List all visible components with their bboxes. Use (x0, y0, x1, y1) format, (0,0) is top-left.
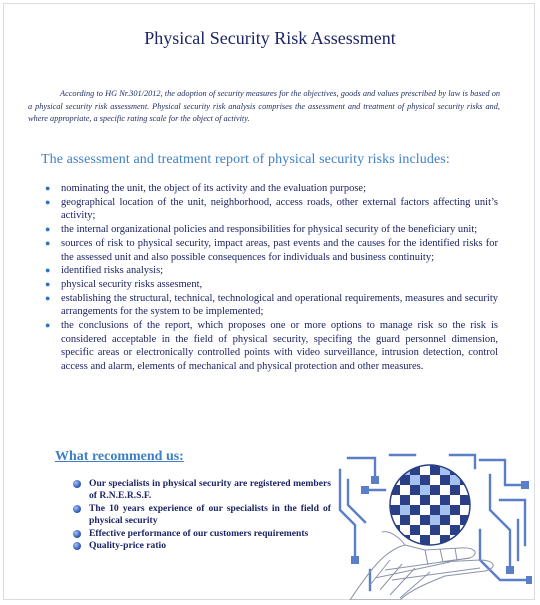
list-item (45, 278, 498, 292)
recommend-item-text: The 10 years experience of our specialists in the field of physical security (89, 502, 331, 527)
list-item (45, 264, 498, 278)
bullet-icon: ● (45, 292, 51, 303)
bullet-icon: ● (45, 265, 51, 276)
sphere-bullet-icon (73, 505, 81, 513)
report-list (45, 182, 498, 374)
recommend-item (73, 528, 331, 540)
list-item (45, 292, 498, 319)
list-item-text: identified risks analysis; (61, 265, 164, 277)
list-item-text: physical security risks assesment, (61, 278, 203, 290)
recommend-list (73, 478, 331, 552)
recommend-item-text: Our specialists in physical security are registered members of R.N.E.R.S.F. (89, 478, 331, 502)
recommend-item-text: Effective performance of our customers requirements (89, 527, 309, 539)
list-item-text: nominating the unit, the object of its activity and the evaluation purpose; (61, 183, 367, 194)
bullet-icon: ● (45, 183, 51, 193)
list-item-text: the conclusions of the report, which proposes one or more options to manage risk so the risk is considered acceptable in the field of physical security, specifing the guard personnel dimension, specific areas or electronically controlled points with video surveillance, intrusion detection, control access and alarm, elements of mechanical and physical protection and other measures. (61, 320, 498, 373)
list-item-text: establishing the structural, technical, technological and operational requirements, measures and security arrangements for the system to be implemented; (61, 292, 498, 318)
bullet-icon: ● (45, 237, 51, 248)
list-item-text: geographical location of the unit, neighborhood, access roads, other external factors affecting unit’s activity; (61, 196, 498, 222)
bullet-icon: ● (45, 278, 51, 289)
page-title: Physical Security Risk Assessment (144, 28, 396, 48)
recommend-item (73, 503, 331, 528)
list-item (45, 196, 498, 223)
list-item (45, 182, 498, 196)
sphere-bullet-icon (73, 542, 81, 550)
recommend-item (73, 540, 331, 552)
sphere-bullet-icon (73, 530, 81, 538)
sphere-bullet-icon (73, 480, 81, 488)
bullet-icon: ● (45, 224, 51, 235)
list-item (45, 237, 498, 264)
recommend-item-text: Quality-price ratio (89, 540, 166, 552)
bullet-icon: ● (45, 320, 51, 331)
report-heading: The assessment and treatment report of physical security risks includes: (41, 152, 450, 167)
hand-globe-artwork (330, 450, 534, 600)
list-item-text: the internal organizational policies and responsibilities for physical security of the beneficiary unit; (61, 224, 478, 236)
list-item (45, 319, 498, 374)
recommend-item (73, 478, 331, 503)
intro-paragraph: According to HG Nr.301/2012, the adoption of security measures for the objectives, goods and values prescribed by law is based on a physical security risk assessment. Physical security risk analysis comprises the assessment and treatment of physical security risks and, where appropriate, a specific rating scale for the object of activity. (28, 89, 500, 124)
list-item-text: sources of risk to physical security, impact areas, past events and the causes for the identified risks for the assessed unit and also possible consequences for individuals and business continuity; (61, 237, 498, 263)
list-item (45, 223, 498, 237)
bullet-icon: ● (45, 196, 51, 207)
recommend-heading: What recommend us: (55, 449, 184, 464)
